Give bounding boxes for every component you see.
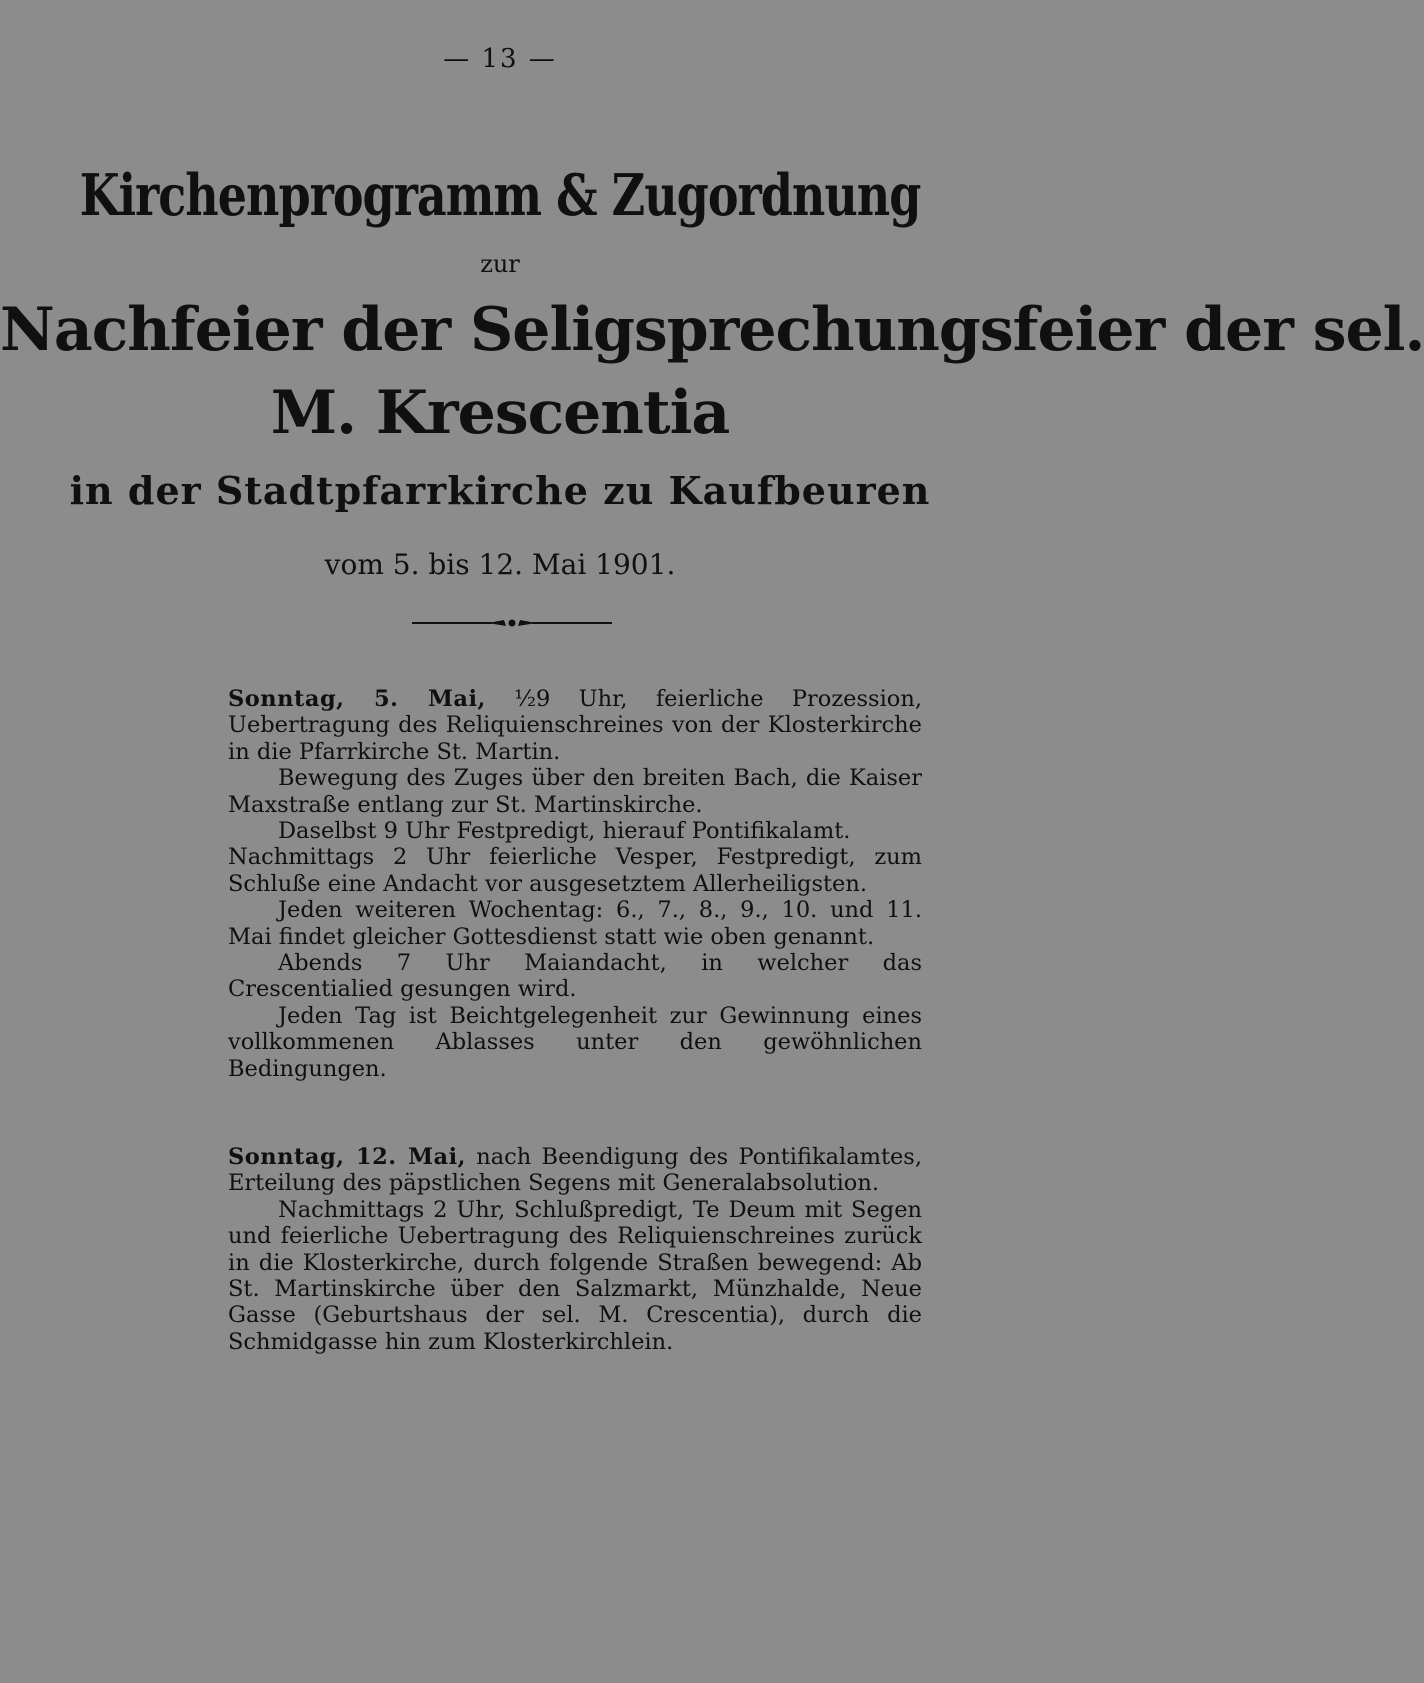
entry-paragraph: Jeden Tag ist Beichtgelegenheit zur Gewinnung eines vollkommenen Ablasses unter den gewöhnlichen Bedingungen. xyxy=(228,1002,922,1082)
title-main-line-1: Nachfeier der Seligsprechungsfeier der sel. xyxy=(0,295,1424,365)
entry-paragraph: Bewegung des Zuges über den breiten Bach, die Kaiser Maxstraße entlang zur St. Martinskirche. xyxy=(228,765,922,818)
ornament-divider-icon xyxy=(410,616,614,630)
entry-paragraph: Daselbst 9 Uhr Festpredigt, hierauf Pontifikalamt. xyxy=(278,818,851,845)
entry-text: nach Beendigung des Pontifikalamtes, Erteilung des päpstlichen Segens mit Generalabsolution. xyxy=(228,1144,923,1197)
program-entry-may-5 xyxy=(107,686,922,1082)
entry-day-heading: Sonntag, 5. Mai, xyxy=(228,686,486,712)
entry-paragraph xyxy=(107,1144,922,1197)
title-date-range: vom 5. bis 12. Mai 1901. xyxy=(324,548,676,581)
entry-text: ½9 Uhr, feierliche Prozession, Uebertragung des Reliquienschreines von der Klosterkirche in die Pfarrkirche St. Martin. xyxy=(228,686,922,765)
entry-paragraph: Abends 7 Uhr Maiandacht, in welcher das Crescentialied gesungen wird. xyxy=(228,950,922,1003)
title-main-line-2: M. Krescentia xyxy=(270,378,730,448)
entry-paragraph: Nachmittags 2 Uhr feierliche Vesper, Festpredigt, zum Schluße eine Andacht vor ausgesetztem Allerheiligsten. xyxy=(228,844,922,897)
entry-day-heading: Sonntag, 12. Mai, xyxy=(228,1144,466,1170)
program-entry-may-12 xyxy=(107,1144,922,1355)
page-number: — 13 — xyxy=(443,44,557,74)
entry-paragraph xyxy=(107,686,922,765)
title-heading: Kirchenprogramm & Zugordnung xyxy=(79,161,921,229)
title-connector: zur xyxy=(480,250,520,278)
entry-paragraph: Nachmittags 2 Uhr, Schlußpredigt, Te Deum mit Segen und feierliche Uebertragung des Reliquienschreines zurück in die Klosterkirche, durch folgende Straßen bewegend: Ab St. Martinskirche über den Salzmarkt, Münzhalde, Neue Gasse (Geburtshaus der sel. M. Crescentia), durch die Schmidgasse hin zum Klosterkirchlein. xyxy=(228,1196,922,1355)
entry-paragraph: Jeden weiteren Wochentag: 6., 7., 8., 9., 10. und 11. Mai findet gleicher Gottesdienst statt wie oben genannt. xyxy=(228,897,922,950)
title-location: in der Stadtpfarrkirche zu Kaufbeuren xyxy=(69,468,931,513)
